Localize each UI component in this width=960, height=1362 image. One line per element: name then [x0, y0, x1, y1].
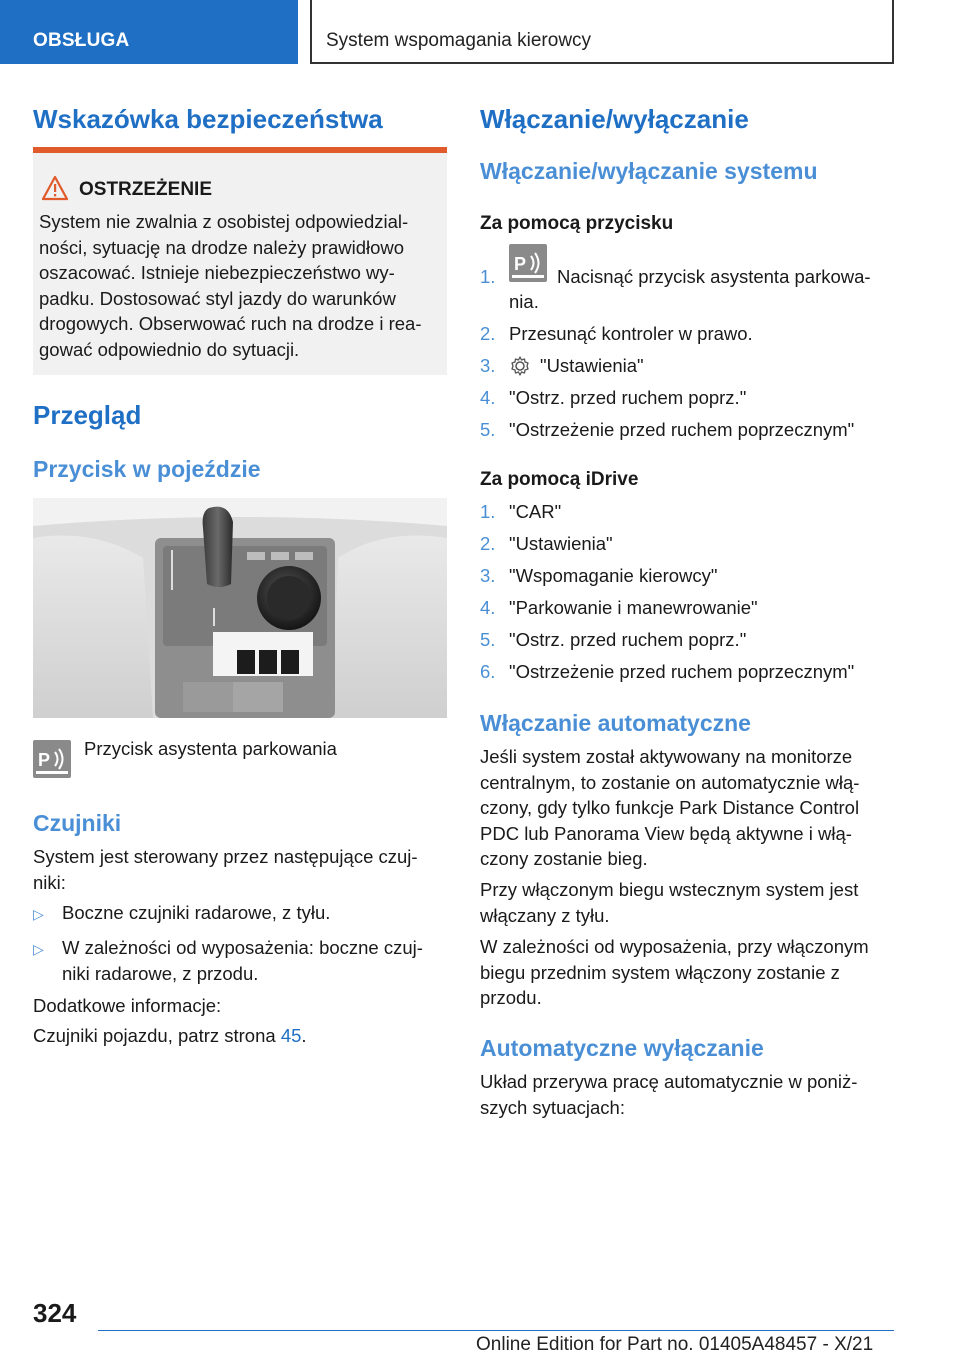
sensors-intro-line: niki:: [33, 871, 66, 893]
warning-line: oszacować. Istnieje niebezpieczeństwo wy-: [39, 262, 395, 283]
page-number: 324: [33, 1298, 77, 1328]
step-text: "Ostrzeżenie przed ruchem poprzecznym": [509, 419, 855, 440]
warning-line: padku. Dostosować styl jazdy do warunków: [39, 287, 396, 309]
svg-text:P: P: [38, 750, 51, 770]
step-text: "Parkowanie i manewrowanie": [509, 597, 758, 618]
more-info-label: Dodatkowe informacje:: [33, 995, 222, 1016]
bullet-item: [62, 935, 447, 986]
text-line: czony zostanie bieg.: [480, 848, 648, 869]
park-assist-button-icon: [509, 244, 547, 282]
step-number: 4.: [480, 597, 496, 618]
text-line: Przy włączonym biegu wstecznym system jest: [480, 879, 859, 900]
svg-text:P: P: [514, 254, 527, 274]
bullet-triangle-icon: ▷: [33, 906, 44, 922]
section-tab: [0, 0, 298, 64]
center-console-photo: [33, 498, 447, 718]
idrive-method-heading: Za pomocą iDrive: [480, 469, 639, 490]
step-number: 6.: [480, 661, 496, 682]
text-line: Jeśli system został aktywowany na monitorze: [480, 746, 853, 767]
auto-on-paragraph: [480, 744, 920, 872]
step-number: 4.: [480, 387, 496, 408]
warning-line: gować odpowiednio do sytuacji.: [39, 338, 300, 360]
step-text: "Ostrz. przed ruchem poprz.": [509, 629, 747, 650]
footer-divider: [98, 1330, 894, 1331]
edition-label: Online Edition for Part no. 01405A48457 - X/21: [476, 1334, 874, 1355]
step-text: Nacisnąć przycisk asystenta parkowa-: [557, 266, 871, 287]
step-text: "Wspomaganie kierowcy": [509, 565, 718, 586]
auto-on-reverse-paragraph: [480, 877, 920, 928]
on-off-title: Włączanie/wyłączanie: [480, 104, 749, 134]
warning-text: [39, 209, 441, 362]
text-line: biegu przednim system włączony zostanie z: [480, 961, 840, 983]
sensors-intro-line: System jest sterowany przez następujące czuj-: [33, 846, 418, 867]
reference-text: Czujniki pojazdu, patrz strona: [33, 1025, 281, 1046]
button-in-vehicle-title: Przycisk w pojeździe: [33, 456, 261, 482]
step-text: Przesunąć kontroler w prawo.: [509, 323, 753, 344]
warning-line: System nie zwalnia z osobistej odpowiedzial-: [39, 211, 409, 232]
reference-end: .: [301, 1025, 307, 1046]
step-text: "Ostrz. przed ruchem poprz.": [509, 387, 747, 408]
step-number: 5.: [480, 419, 496, 440]
step-number: 1.: [480, 266, 496, 287]
warning-label: OSTRZEŻENIE: [79, 179, 213, 200]
image-caption: Przycisk asystenta parkowania: [84, 738, 337, 759]
warning-triangle-icon: [41, 175, 69, 201]
button-method-heading: Za pomocą przycisku: [480, 213, 674, 234]
warning-line: drogowych. Obserwować ruch na drodze i rea-: [39, 313, 422, 334]
auto-on-forward-paragraph: [480, 934, 920, 1011]
system-on-off-title: Włączanie/wyłączanie systemu: [480, 158, 818, 184]
gear-icon: [509, 355, 531, 377]
chapter-label: System wspomagania kierowcy: [326, 30, 592, 51]
bullet-line: W zależności od wyposażenia: boczne czuj-: [62, 937, 423, 958]
step-text: "Ustawienia": [540, 355, 644, 376]
sensors-intro: [33, 844, 447, 895]
step-number: 3.: [480, 565, 496, 586]
auto-off-title: Automatyczne wyłączanie: [480, 1035, 764, 1061]
text-line: włączany z tyłu.: [480, 904, 610, 926]
step-number: 5.: [480, 629, 496, 650]
text-line: Układ przerywa pracę automatycznie w poniż-: [480, 1071, 858, 1092]
step-text: "Ustawienia": [509, 533, 613, 554]
step-number: 1.: [480, 501, 496, 522]
step-number: 2.: [480, 323, 496, 344]
section-label: OBSŁUGA: [33, 30, 130, 51]
chapter-header: [310, 0, 894, 64]
auto-off-paragraph: [480, 1069, 920, 1120]
text-line: szych sytuacjach:: [480, 1096, 625, 1118]
safety-title: Wskazówka bezpieczeństwa: [33, 104, 383, 134]
warning-line: ności, sytuację na drodze należy prawidłowo: [39, 236, 405, 258]
text-line: W zależności od wyposażenia, przy włączonym: [480, 936, 869, 957]
bullet-item: Boczne czujniki radarowe, z tyłu.: [62, 902, 331, 923]
bullet-triangle-icon: ▷: [33, 941, 44, 957]
text-line: PDC lub Panorama View będą aktywne i włą-: [480, 822, 852, 844]
text-line: przodu.: [480, 987, 542, 1008]
step-text: "CAR": [509, 501, 562, 522]
page-link[interactable]: 45: [280, 1025, 302, 1046]
warning-box: [33, 147, 447, 375]
step-text: nia.: [509, 291, 539, 312]
text-line: czony, gdy tylko funkcje Park Distance Control: [480, 797, 860, 818]
text-line: centralnym, to zostanie on automatycznie włą-: [480, 771, 860, 793]
overview-title: Przegląd: [33, 400, 142, 430]
auto-on-title: Włączanie automatyczne: [480, 710, 751, 736]
step-number: 2.: [480, 533, 496, 554]
step-text: "Ostrzeżenie przed ruchem poprzecznym": [509, 661, 855, 682]
sensors-reference: [33, 1023, 447, 1049]
park-assist-button-icon: [33, 740, 71, 778]
sensors-title: Czujniki: [33, 810, 122, 836]
step-number: 3.: [480, 355, 496, 376]
bullet-line: niki radarowe, z przodu.: [62, 962, 259, 984]
